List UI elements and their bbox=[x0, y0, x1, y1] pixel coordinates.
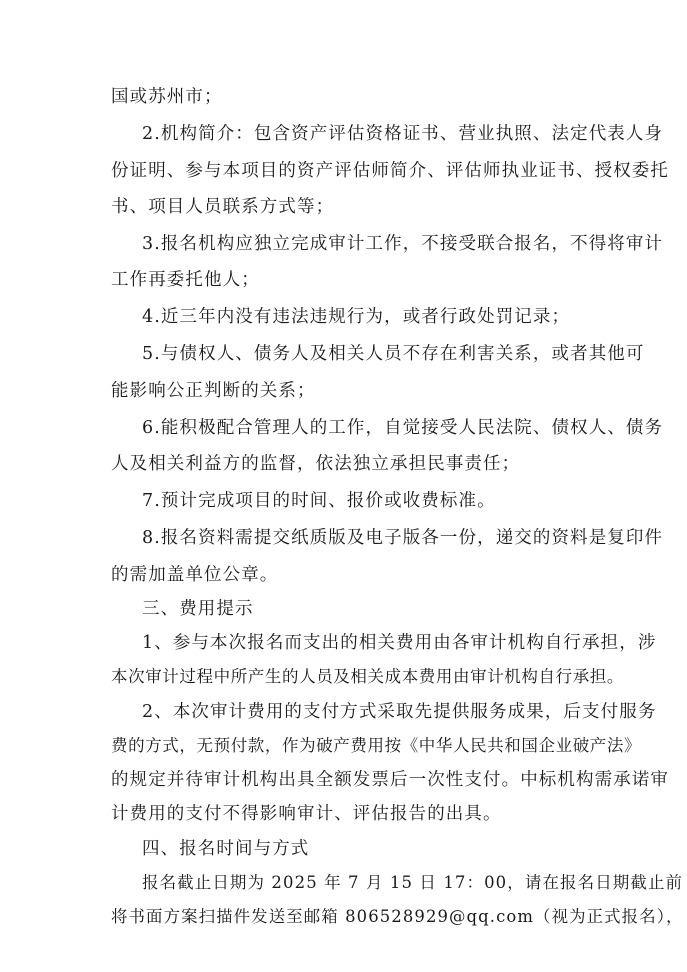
text-line: 2.机构简介：包含资产评估资格证书、营业执照、法定代表人身 bbox=[142, 123, 664, 144]
text-line: 能影响公正判断的关系； bbox=[111, 381, 316, 402]
text-line: 5.与债权人、债务人及相关人员不存在利害关系，或者其他可 bbox=[142, 344, 645, 365]
text-line: 的规定并待审计机构出具全额发票后一次性支付。中标机构需承诺审 bbox=[111, 770, 669, 791]
text-line: 2、本次审计费用的支付方式采取先提供服务成果，后支付服务 bbox=[142, 701, 657, 722]
text-line: 费的方式，无预付款，作为破产费用按《中华人民共和国企业破产法》 bbox=[111, 735, 642, 755]
text-line: 8.报名资料需提交纸质版及电子版各一份，递交的资料是复印件 bbox=[142, 527, 664, 548]
text-line: 份证明、参与本项目的资产评估师简介、评估师执业证书、授权委托 bbox=[111, 160, 669, 181]
text-line: 4.近三年内没有违法违规行为，或者行政处罚记录； bbox=[142, 307, 571, 328]
text-line: 3.报名机构应独立完成审计工作，不接受联合报名，不得将审计 bbox=[142, 233, 664, 254]
text-line: 本次审计过程中所产生的人员及相关成本费用由审计机构自行承担。 bbox=[111, 667, 624, 687]
text-line: 报名截止日期为 2025 年 7 月 15 日 17：00，请在报名日期截止前 bbox=[142, 872, 684, 892]
section-heading: 三、费用提示 bbox=[142, 598, 254, 619]
section-heading: 四、报名时间与方式 bbox=[142, 838, 310, 859]
text-line: 1、参与本次报名而支出的相关费用由各审计机构自行承担，涉 bbox=[142, 633, 657, 654]
text-line: 工作再委托他人； bbox=[111, 270, 260, 291]
text-line: 6.能积极配合管理人的工作，自觉接受人民法院、债权人、债务 bbox=[142, 417, 664, 438]
text-line: 人及相关利益方的监督，依法独立承担民事责任； bbox=[111, 453, 521, 474]
text-line: 书、项目人员联系方式等； bbox=[111, 196, 335, 217]
text-line: 的需加盖单位公章。 bbox=[111, 564, 279, 585]
text-line: 计费用的支付不得影响审计、评估报告的出具。 bbox=[111, 804, 502, 825]
text-line: 7.预计完成项目的时间、报价或收费标准。 bbox=[142, 490, 496, 511]
text-line: 将书面方案扫描件发送至邮箱 806528929@qq.com（视为正式报名）， bbox=[111, 907, 684, 926]
text-line: 国或苏州市； bbox=[111, 87, 223, 107]
